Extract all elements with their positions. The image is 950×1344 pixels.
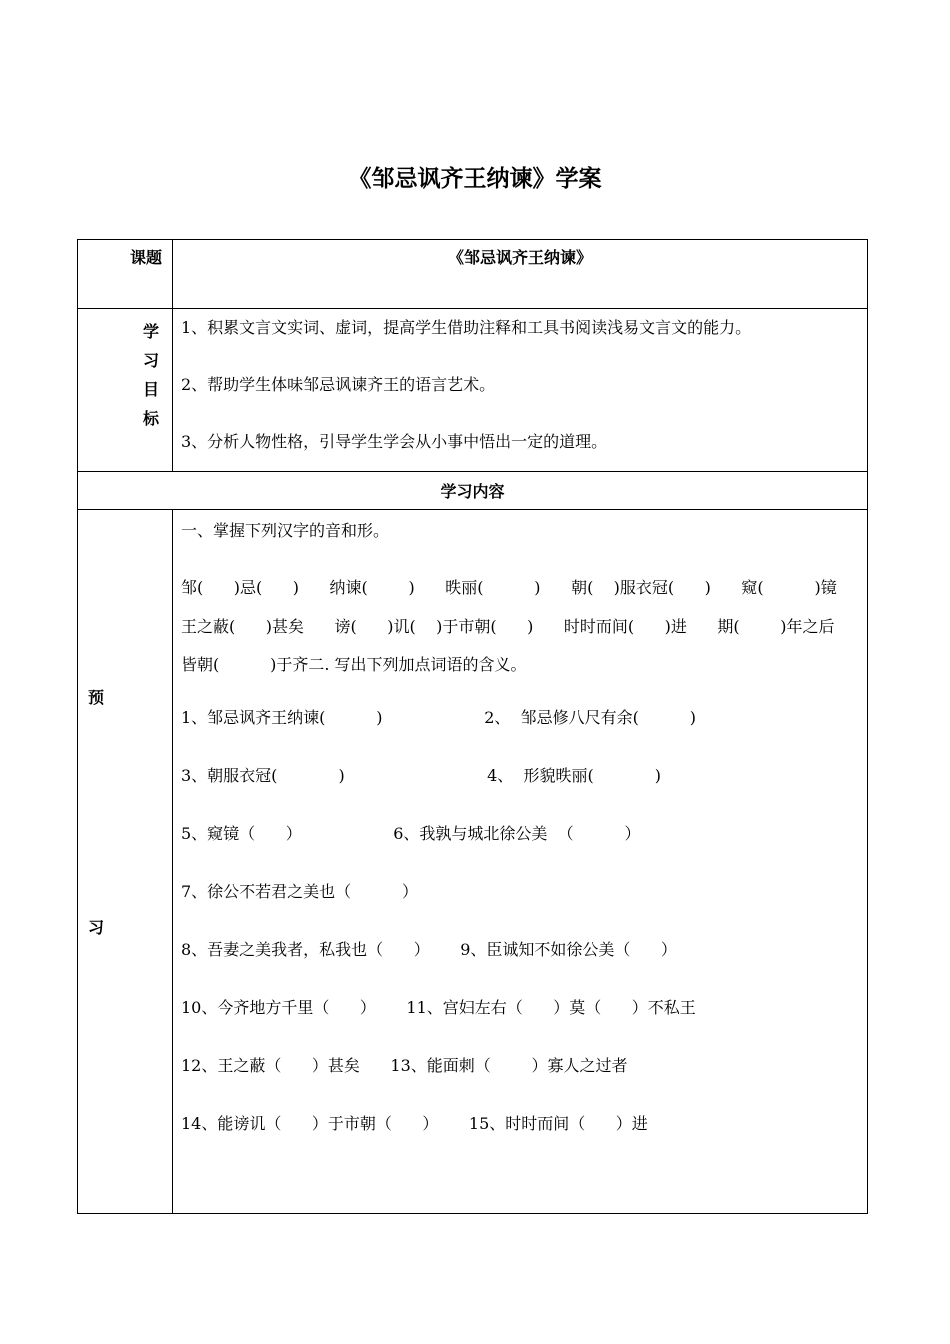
topic-value: 《邹忌讽齐王纳谏》: [173, 240, 868, 309]
goal-item: 2、帮助学生体味邹忌讽谏齐王的语言艺术。: [181, 375, 496, 394]
exercise-item: 5、窥镜（ ） 6、我孰与城北徐公美 （ ）: [181, 823, 641, 843]
exercise-item: 12、王之蔽（ ）甚矣 13、能面刺（ ）寡人之过者: [181, 1055, 628, 1075]
goals-row: [78, 309, 868, 472]
goals-label-char: 目: [142, 380, 159, 399]
goals-label-char: 习: [142, 351, 159, 370]
goal-item: 3、分析人物性格，引导学生学会从小事中悟出一定的道理。: [181, 432, 608, 451]
exercise-item: 14、能谤讥（ ）于市朝（ ） 15、时时而间（ ）进: [181, 1113, 648, 1133]
preview-label-top: 预: [88, 688, 105, 707]
page-title: 《邹忌讽齐王纳谏》学案: [348, 166, 602, 192]
exercise-item: 8、吾妻之美我者，私我也（ ） 9、臣诚知不如徐公美（ ）: [181, 939, 677, 959]
preview-content: [173, 510, 868, 1214]
preview-heading: 一、掌握下列汉字的音和形。: [181, 521, 390, 540]
topic-label: 课题: [78, 240, 173, 309]
exercise-item: 10、今齐地方千里（ ） 11、宫妇左右（ ）莫（ ）不私王: [181, 997, 696, 1017]
study-plan-table: [77, 239, 868, 1214]
goals-label: [78, 309, 173, 472]
exercise-item: 3、朝服衣冠( ) 4、 形貌昳丽( ): [181, 765, 661, 785]
section-title: 学习内容: [78, 472, 868, 510]
preview-label-bottom: 习: [88, 918, 105, 937]
exercise-item: 1、邹忌讽齐王纳谏( ) 2、 邹忌修八尺有余( ): [181, 707, 696, 727]
preview-row: [78, 510, 868, 1214]
goals-label-char: 学: [142, 322, 159, 341]
section-row: [78, 472, 868, 510]
preview-label: [78, 510, 173, 1214]
chars-exercise: 邹( )忌( ) 纳谏( ) 昳丽( ) 朝( )服衣冠( ) 窥( )镜 王之蔽( )甚矣 谤( )讥( )于市朝( ) 时时而间( )进 期( )年之后 皆朝( )于齐二. 写出下列加点词语的含义。: [181, 578, 868, 674]
goals-label-char: 标: [142, 409, 159, 428]
goals-list: [173, 309, 868, 472]
goal-item: 1、积累文言文实词、虚词，提高学生借助注释和工具书阅读浅易文言文的能力。: [181, 318, 752, 337]
topic-row: [78, 240, 868, 309]
exercise-item: 7、徐公不若君之美也（ ）: [181, 881, 419, 901]
